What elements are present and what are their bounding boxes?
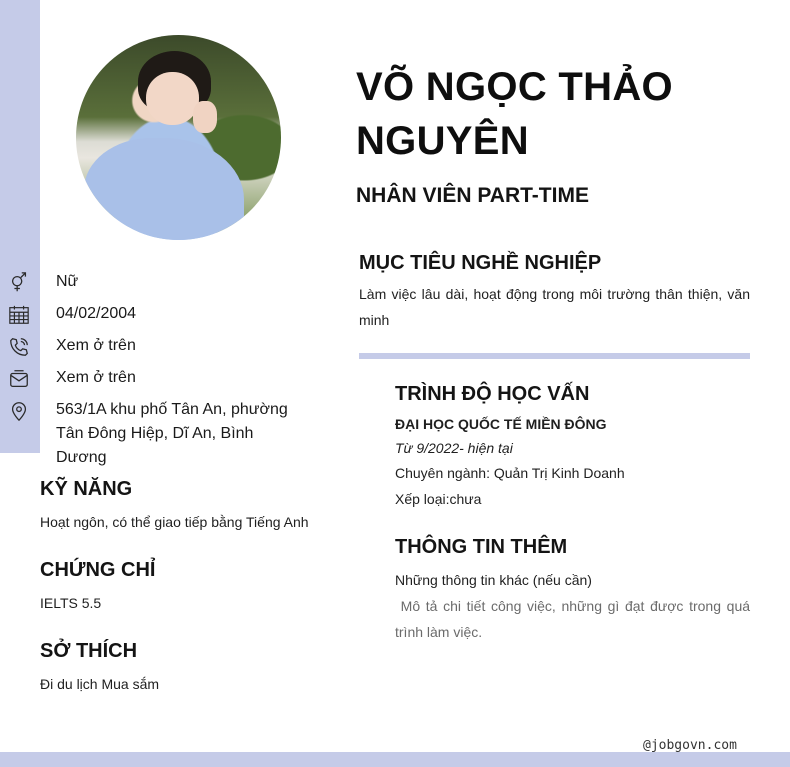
gender-icon [8, 272, 30, 294]
section-divider [359, 353, 750, 359]
additional-line1: Những thông tin khác (nếu cần) [395, 572, 592, 588]
certificates-text: IELTS 5.5 [40, 595, 102, 611]
skills-text: Hoạt ngôn, có thể giao tiếp bằng Tiếng Anh [40, 514, 309, 530]
phone-value: Xem ở trên [56, 337, 136, 354]
education-school: ĐẠI HỌC QUỐC TẾ MIỀN ĐÔNG [395, 416, 607, 432]
avatar [76, 35, 281, 240]
hobbies-title: SỞ THÍCH [40, 640, 138, 662]
additional-line2: Mô tả chi tiết công việc, những gì đạt được trong quá trình làm việc. [395, 598, 754, 640]
additional-title: THÔNG TIN THÊM [395, 536, 568, 558]
certificates-title: CHỨNG CHỈ [40, 559, 156, 581]
education-period: Từ 9/2022- hiện tại [395, 440, 513, 456]
education-major: Chuyên ngành: Quản Trị Kinh Doanh [395, 465, 625, 481]
bottom-accent-band [0, 752, 790, 767]
footer-watermark: @jobgovn.com [643, 738, 737, 753]
job-role: NHÂN VIÊN PART-TIME [356, 184, 589, 207]
education-title: TRÌNH ĐỘ HỌC VẤN [395, 383, 590, 405]
birthday-value: 04/02/2004 [56, 305, 137, 322]
gender-value: Nữ [56, 273, 79, 290]
hobbies-text: Đi du lịch Mua sắm [40, 676, 160, 692]
skills-title: KỸ NĂNG [40, 478, 133, 500]
phone-icon [8, 336, 30, 358]
mail-icon [8, 368, 30, 390]
calendar-icon [8, 304, 30, 326]
address-value: 563/1A khu phố Tân An, phường Tân Đông Hiệp, Dĩ An, Bình Dương [56, 401, 288, 466]
candidate-name: VÕ NGỌC THẢO NGUYÊN [356, 65, 673, 163]
email-value: Xem ở trên [56, 369, 136, 386]
location-pin-icon [8, 400, 30, 422]
education-grade: Xếp loại:chưa [395, 491, 482, 507]
objective-text: Làm việc lâu dài, hoạt động trong môi trường thân thiện, văn minh [359, 286, 750, 328]
objective-title: MỤC TIÊU NGHỀ NGHIỆP [359, 252, 602, 274]
